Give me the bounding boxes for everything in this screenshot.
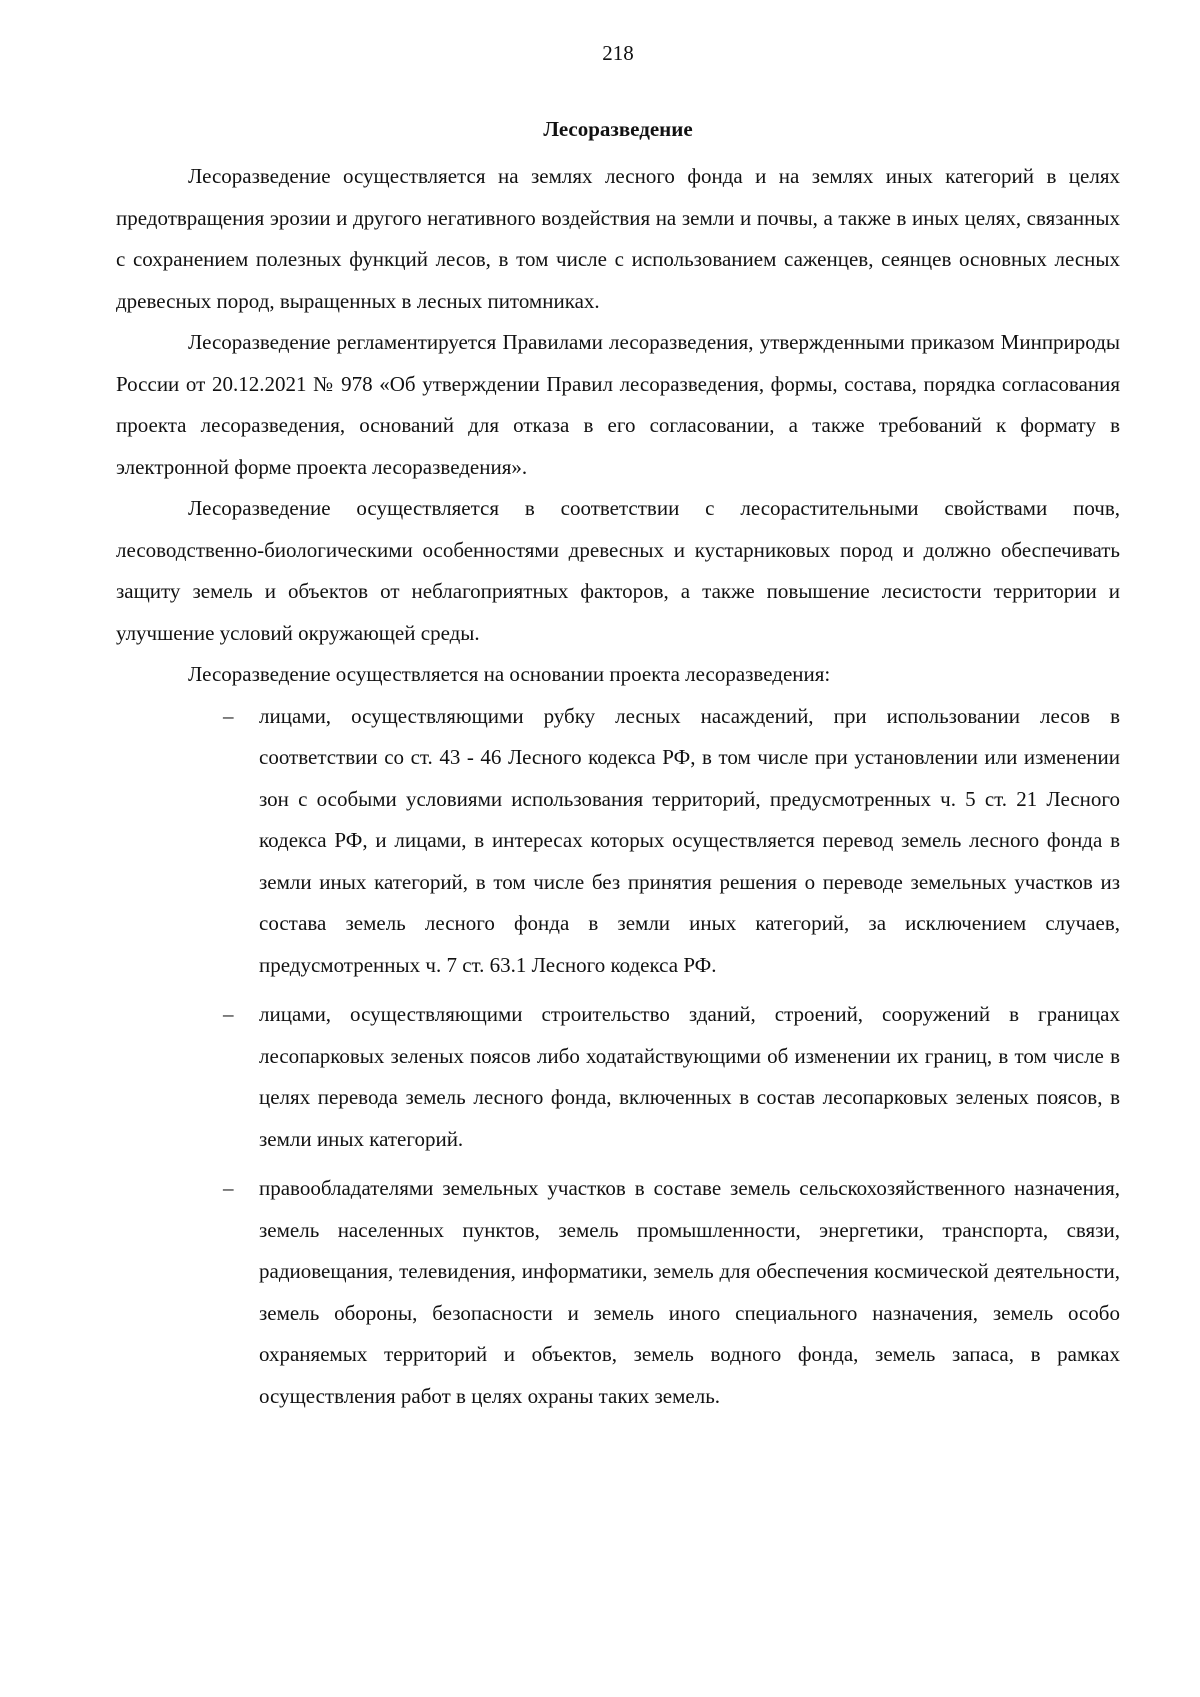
list-bullet: – bbox=[223, 1002, 234, 1026]
paragraph-4: Лесоразведение осуществляется на основании проекта лесоразведения: bbox=[188, 662, 831, 686]
list-bullet: – bbox=[223, 703, 234, 728]
page-number: 218 bbox=[602, 41, 634, 65]
list-item-text: лицами, осуществляющими рубку лесных насаждений, при использовании лесов в соответствии со ст. 43 - 46 Лесного кодекса РФ, в том числе при установлении или изменении зон с особыми условиями использования территорий, предусмотренных ч. 5 ст. 21 Лесного кодекса РФ, и лицами, в интересах которых осуществляется перевод земель лесного фонда в земли иных категорий, в том числе без принятия решения о переводе земельных участков из состава земель лесного фонда в земли иных категорий, за исключением случаев, предусмотренных ч. 7 ст. 63.1 Лесного кодекса РФ. bbox=[259, 703, 1120, 977]
list-item bbox=[116, 994, 1120, 1160]
section-title: Лесоразведение bbox=[543, 117, 693, 141]
basis-list bbox=[116, 696, 1120, 1418]
list-item bbox=[116, 696, 1120, 987]
list-item-text: лицами, осуществляющими строительство зданий, строений, сооружений в границах лесопарковых зеленых поясов либо ходатайствующими об изменении их границ, в том числе в целях перевода земель лесного фонда, включенных в состав лесопарковых зеленых поясов, в земли иных категорий. bbox=[259, 1002, 1120, 1151]
list-bullet: – bbox=[223, 1176, 234, 1200]
paragraph-3: Лесоразведение осуществляется в соответствии с лесорастительными свойствами почв, лесоводственно-биологическими особенностями древесных и кустарниковых пород и должно обеспечивать защиту земель и объектов от неблагоприятных факторов, а также повышение лесистости территории и улучшение условий окружающей среды. bbox=[116, 496, 1120, 645]
list-item-text: правообладателями земельных участков в составе земель сельскохозяйственного назначения, земель населенных пунктов, земель промышленности, энергетики, транспорта, связи, радиовещания, телевидения, информатики, земель для обеспечения космической деятельности, земель обороны, безопасности и земель иного специального назначения, земель особо охраняемых территорий и объектов, земель водного фонда, земель запаса, в рамках осуществления работ в целях охраны таких земель. bbox=[259, 1176, 1120, 1408]
list-item bbox=[116, 1168, 1120, 1417]
paragraph-1: Лесоразведение осуществляется на землях лесного фонда и на землях иных категорий в целях предотвращения эрозии и другого негативного воздействия на земли и почвы, а также в иных целях, связанных с сохранением полезных функций лесов, в том числе с использованием саженцев, сеянцев основных лесных древесных пород, выращенных в лесных питомниках. bbox=[116, 164, 1120, 313]
paragraph-2: Лесоразведение регламентируется Правилами лесоразведения, утвержденными приказом Минприроды России от 20.12.2021 № 978 «Об утверждении Правил лесоразведения, формы, состава, порядка согласования проекта лесоразведения, оснований для отказа в его согласовании, а также требований к формату в электронной форме проекта лесоразведения». bbox=[116, 330, 1120, 479]
